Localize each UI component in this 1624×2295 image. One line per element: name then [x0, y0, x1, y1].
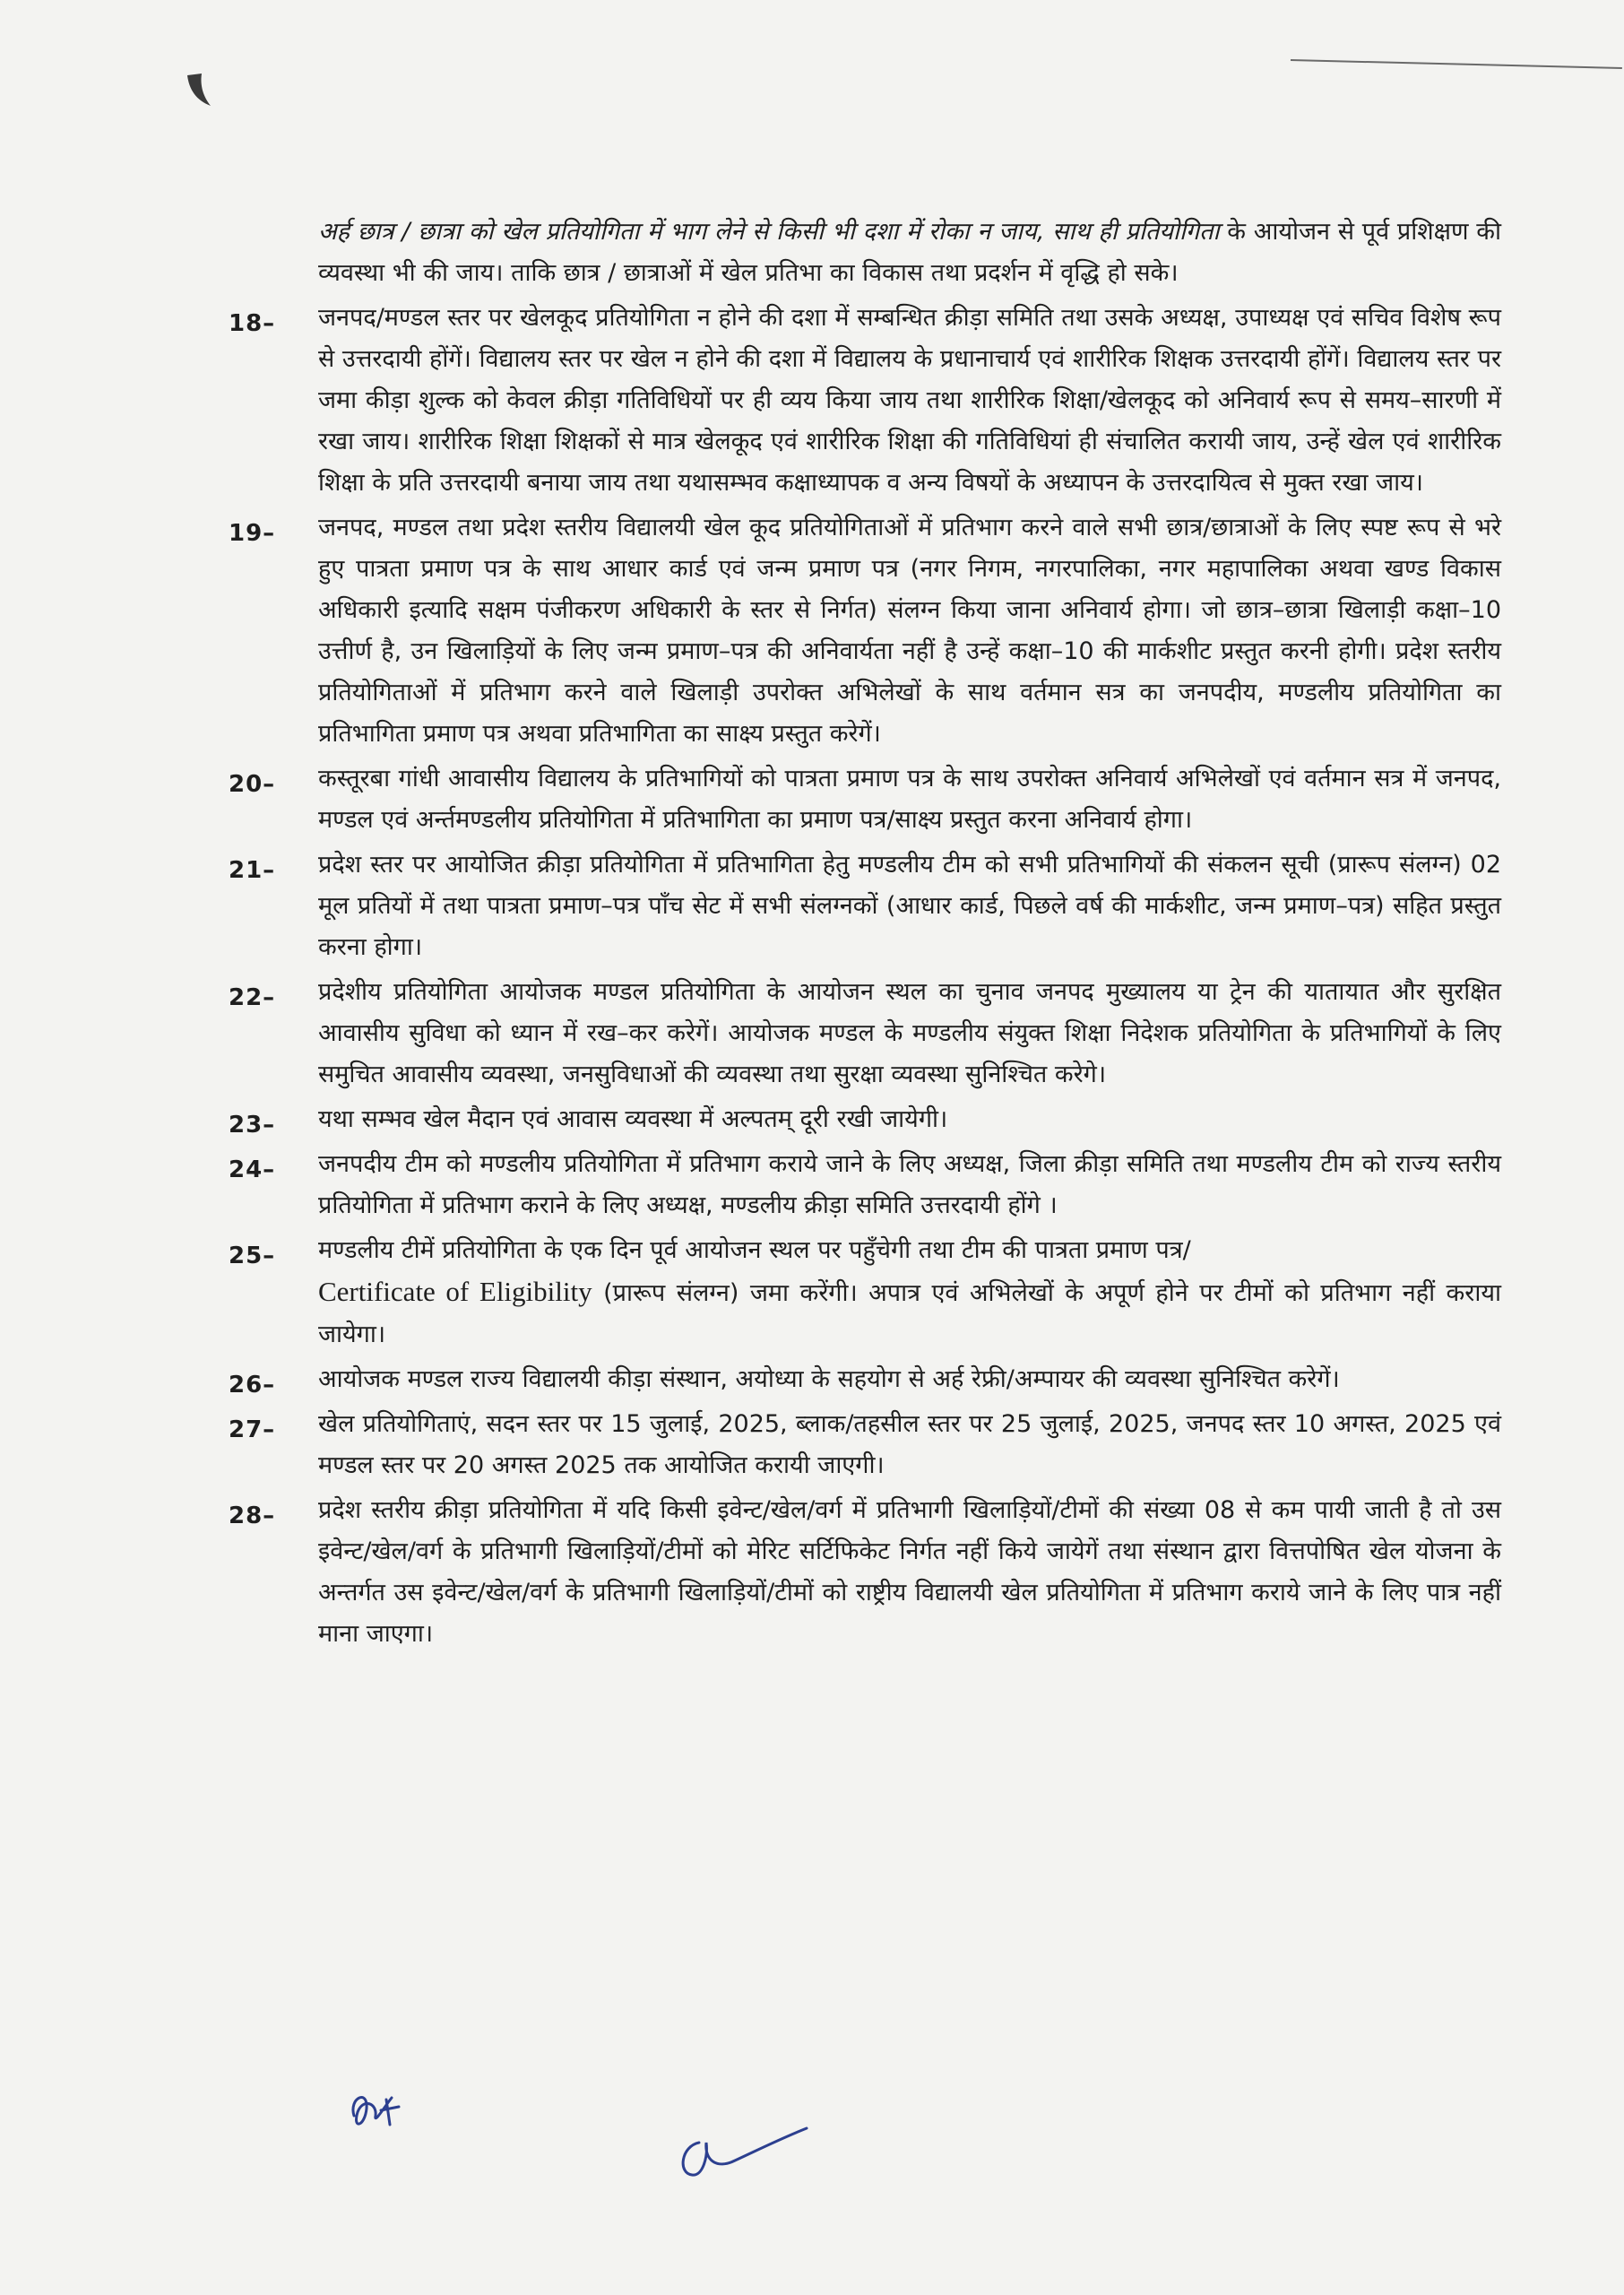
clause-number: 28– [229, 1503, 276, 1529]
clause-28 [229, 1490, 1501, 1655]
clause-22 [229, 972, 1501, 1096]
clause-text: जनपदीय टीम को मण्डलीय प्रतियोगिता में प्रतिभाग कराये जाने के लिए अध्यक्ष, जिला क्रीड़ा समिति तथा मण्डलीय टीम को राज्य स्तरीय प्रतियोगिता में प्रतिभाग कराने के लिए अध्यक्ष, मण्डलीय क्रीड़ा समिति उत्तरदायी होंगे । [318, 1150, 1501, 1219]
corner-mark [184, 70, 220, 115]
clause-text: आयोजक मण्डल राज्य विद्यालयी कीड़ा संस्थान, अयोध्या के सहयोग से अर्ह रेफ्री/अम्पायर की व्यवस्था सुनिश्चित करेगें। [318, 1365, 1340, 1393]
clause-number: 24– [229, 1156, 276, 1183]
clause-number: 26– [229, 1372, 276, 1399]
clause-number: 21– [229, 857, 276, 884]
clause-text: खेल प्रतियोगिताएं, सदन स्तर पर 15 जुलाई, 2025, ब्लाक/तहसील स्तर पर 25 जुलाई, 2025, जनपद स्तर 10 अगस्त, 2025 एवं मण्डल स्तर पर 20 अगस्त 2025 तक आयोजित करायी जाएगी। [318, 1410, 1501, 1479]
clause-number: 25– [229, 1243, 276, 1269]
clause-26 [229, 1359, 1501, 1400]
clause-23 [229, 1099, 1501, 1140]
clause-18 [229, 298, 1501, 504]
clause-text: प्रदेश स्तर पर आयोजित क्रीड़ा प्रतियोगिता में प्रतिभागिता हेतु मण्डलीय टीम को सभी प्रतिभागियों की संकलन सूची (प्रारूप संलग्न) 02 मूल प्रतियों में तथा पात्रता प्रमाण–पत्र पाँच सेट में सभी संलग्नकों (आधार कार्ड, पिछले वर्ष की मार्कशीट, जन्म प्रमाण–पत्र) सहित प्रस्तुत करना होगा। [318, 851, 1501, 961]
initials-signature [345, 2080, 408, 2143]
clause-21 [229, 844, 1501, 968]
certificate-of-eligibility: Certificate of Eligibility [318, 1276, 592, 1307]
clause-number: 22– [229, 984, 276, 1011]
clause-text: प्रदेशीय प्रतियोगिता आयोजक मण्डल प्रतियोगिता के आयोजन स्थल का चुनाव जनपद मुख्यालय या ट्रेन की यातायात और सुरक्षित आवासीय सुविधा को ध्यान में रख–कर करेगें। आयोजक मण्डल के मण्डलीय संयुक्त शिक्षा निदेशक प्रतियोगिता के प्रतिभागियों के लिए समुचित आवासीय व्यवस्था, जनसुविधाओं की व्यवस्था तथा सुरक्षा व्यवस्था सुनिश्चित करेगे। [318, 978, 1501, 1088]
clause-text-part-a: मण्डलीय टीमें प्रतियोगिता के एक दिन पूर्व आयोजन स्थल पर पहुँचेगी तथा टीम की पात्रता प्रमाण पत्र/ [318, 1236, 1191, 1264]
clause-number: 23– [229, 1112, 276, 1139]
clause-text: कस्तूरबा गांधी आवासीय विद्यालय के प्रतिभागियों को पात्रता प्रमाण पत्र के साथ उपरोक्त अनिवार्य अभिलेखों एवं वर्तमान सत्र में जनपद, मण्डल एवं अर्न्तमण्डलीय प्रतियोगिता में प्रतिभागिता का प्रमाण पत्र/साक्ष्य प्रस्तुत करना अनिवार्य होगा। [318, 765, 1501, 834]
scan-edge-line [1291, 59, 1622, 69]
clause-20 [229, 758, 1501, 841]
clause-25 [229, 1230, 1501, 1355]
clause-text: जनपद, मण्डल तथा प्रदेश स्तरीय विद्यालयी खेल कूद प्रतियोगिताओं में प्रतिभाग करने वाले सभी छात्र/छात्राओं के लिए स्पष्ट रूप से भरे हुए पात्रता प्रमाण पत्र के साथ आधार कार्ड एवं जन्म प्रमाण पत्र (नगर निगम, नगरपालिका, नगर महापालिका अथवा खण्ड विकास अधिकारी इत्यादि सक्षम पंजीकरण अधिकारी के स्तर से निर्गत) संलग्न किया जाना अनिवार्य होगा। जो छात्र–छात्रा खिलाड़ी कक्षा–10 उत्तीर्ण है, उन खिलाड़ियों के लिए जन्म प्रमाण–पत्र की अनिवार्यता नहीं है उन्हें कक्षा–10 की मार्कशीट प्रस्तुत करनी होगी। प्रदेश स्तरीय प्रतियोगिताओं में प्रतिभाग करने वाले खिलाड़ी उपरोक्त अभिलेखों के साथ वर्तमान सत्र का जनपदीय, मण्डलीय प्रतियोगिता का प्रतिभागिता प्रमाण पत्र अथवा प्रतिभागिता का साक्ष्य प्रस्तुत करेगें। [318, 514, 1501, 748]
clause-27 [229, 1404, 1501, 1486]
clause-number: 27– [229, 1416, 276, 1443]
signature [672, 2116, 816, 2187]
clause-text [318, 1230, 1501, 1355]
intro-line-1: अर्ह छात्र / छात्रा को खेल प्रतियोगिता में भाग लेने से किसी भी दशा में रोका न जाय, साथ ही प्रतियोगिता [318, 218, 1220, 246]
intro-rest: के आयोजन से पूर्व प्रशिक्षण की व्यवस्था भी की जाय। ताकि छात्र / छात्राओं में खेल प्रतिभा का विकास तथा प्रदर्शन में वृद्धि हो सके। [318, 218, 1501, 287]
clause-24 [229, 1144, 1501, 1226]
clause-number: 18– [229, 310, 276, 337]
clause-text-part-b: (प्रारूप संलग्न) जमा करेंगी। अपात्र एवं अभिलेखों के अपूर्ण होने पर टीमों को प्रतिभाग नहीं कराया जायेगा। [318, 1279, 1501, 1348]
clause-text: प्रदेश स्तरीय क्रीड़ा प्रतियोगिता में यदि किसी इवेन्ट/खेल/वर्ग में प्रतिभागी खिलाड़ियों/टीमों की संख्या 08 से कम पायी जाती है तो उस इवेन्ट/खेल/वर्ग के प्रतिभागी खिलाड़ियों/टीमों को मेरिट सर्टिफिकेट निर्गत नहीं किये जायेगें तथा संस्थान द्वारा वित्तपोषित खेल योजना के अन्तर्गत उस इवेन्ट/खेल/वर्ग के प्रतिभागी खिलाड़ियों/टीमों को राष्ट्रीय विद्यालयी खेल प्रतियोगिता में प्रतिभाग कराये जाने के लिए पात्र नहीं माना जाएगा। [318, 1496, 1501, 1648]
clause-text: यथा सम्भव खेल मैदान एवं आवास व्यवस्था में अल्पतम् दूरी रखी जायेगी। [318, 1105, 948, 1133]
clause-text: जनपद/मण्डल स्तर पर खेलकूद प्रतियोगिता न होने की दशा में सम्बन्धित क्रीड़ा समिति तथा उसके अध्यक्ष, उपाध्यक्ष एवं सचिव विशेष रूप से उत्तरदायी होंगें। विद्यालय स्तर पर खेल न होने की दशा में विद्यालय के प्रधानाचार्य एवं शारीरिक शिक्षक उत्तरदायी होंगें। विद्यालय स्तर पर जमा कीड़ा शुल्क को केवल क्रीड़ा गतिविधियों पर ही व्यय किया जाय तथा शारीरिक शिक्षा/खेलकूद को अनिवार्य रूप से समय–सारणी में रखा जाय। शारीरिक शिक्षा शिक्षकों से मात्र खेलकूद एवं शारीरिक शिक्षा की गतिविधियां ही संचालित करायी जाय, उन्हें खेल एवं शारीरिक शिक्षा के प्रति उत्तरदायी बनाया जाय तथा यथासम्भव कक्षाध्यापक व अन्य विषयों के अध्यापन के उत्तरदायित्व से मुक्त रखा जाय। [318, 304, 1501, 497]
clause-number: 19– [229, 520, 276, 547]
clause-19 [229, 507, 1501, 755]
clause-number: 20– [229, 771, 276, 798]
intro-paragraph [318, 212, 1501, 294]
document-body [229, 212, 1501, 1655]
